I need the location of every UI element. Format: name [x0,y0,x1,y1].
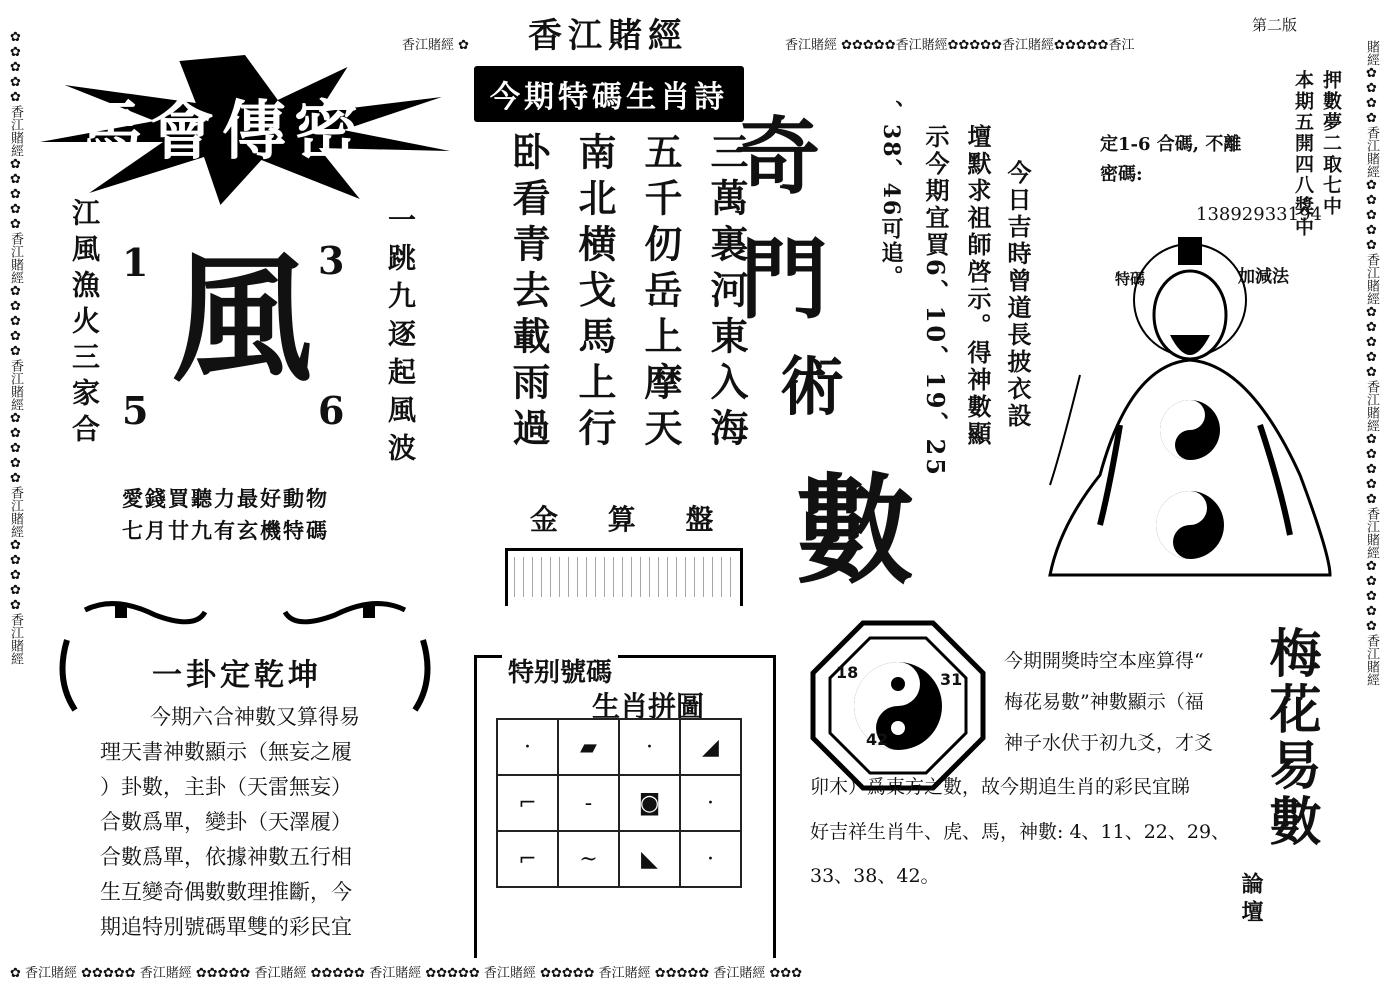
tr-line-3: 定1-6 合碼, 不離 [1100,134,1242,155]
meihua-title: 梅花易數 [1260,626,1321,850]
tr-column-2: 本期五開四八獎中 [1292,70,1314,238]
yigua-line-2: 理天書神數顯示（無妄之履 [100,740,352,764]
grid-cell: · [680,831,741,887]
bagua-number-42: 42 [866,730,889,749]
yigua-line-4: 合數爲單，變卦（天澤履） [100,810,352,834]
poem-column-4: 卧看青去載雨過 [506,132,551,454]
meihua-line-3: 神子水伏于初九爻，才爻 [1004,732,1214,754]
left-border: ✿✿✿✿✿香江賭經✿✿✿✿✿香江賭經✿✿✿✿✿香江賭經✿✿✿✿✿香江賭經✿✿✿✿✿香江賭經 [8,30,23,665]
poem-column-2: 五千仞岳上摩天 [638,132,683,454]
poem-banner: 今期特碼生肖詩 [474,66,744,122]
meihua-line-1: 今期開獎時空本座算得“ [1004,650,1204,672]
bagua-diagram [808,618,988,793]
qimen-char-4: 數 [796,461,915,600]
yigua-title: 一卦定乾坤 [152,658,322,693]
tip-column-4: 、38、46可追。 [878,100,904,290]
grid-cell: · [680,775,741,831]
yigua-line-3: ）卦數，主卦（天雷無妄） [100,775,352,799]
grid-cell: ⌐ [497,775,558,831]
mahui-right-column: 一跳九逐起風波 [384,205,417,471]
grid-cell: ◢ [680,719,741,775]
big-feng-char: 風 [172,238,313,402]
tr-column-1: 押數夢二取七中 [1320,70,1342,217]
bagua-number-31: 31 [940,670,963,689]
tip-column-1: 今日吉時曾道長披衣設 [1003,160,1032,430]
number-6: 6 [318,388,345,433]
abacus-frame [505,548,743,606]
label-tema: 特碼 [1115,270,1146,288]
top-border-right: 香江賭經 ✿✿✿✿✿香江賭經✿✿✿✿✿香江賭經✿✿✿✿✿香江 [785,38,1135,53]
edition-label: 第二版 [1252,16,1298,34]
qimen-char-3: 術 [780,350,844,425]
grid-cell: ⌐ [497,831,558,887]
bottom-border: ✿ 香江賭經 ✿✿✿✿✿ 香江賭經 ✿✿✿✿✿ 香江賭經 ✿✿✿✿✿ 香江賭經 ✿✿✿✿✿ 香江賭經 ✿✿✿✿✿ 香江賭經 ✿✿✿✿✿ 香江賭經 ✿✿✿ [10,966,803,981]
number-3: 3 [318,238,345,283]
tr-line-4: 密碼: [1100,164,1143,185]
meihua-line-6: 33、38、42。 [810,865,940,887]
grid-cell: - [558,775,619,831]
qimen-char-2: 門 [740,227,829,331]
special-title-1: 特别號碼 [502,652,618,689]
masthead-title: 香江賭經 [528,16,688,56]
grid-cell: ~ [558,831,619,887]
taoist-figure-illustration [1040,225,1340,590]
mahui-title: 馬會傳密 [78,94,366,169]
grid-cell: ◙ [619,775,680,831]
number-1: 1 [122,240,149,285]
number-5: 5 [122,388,149,433]
yigua-line-6: 生互變奇偶數數理推斷，今 [100,880,352,904]
meihua-line-5: 好吉祥生肖牛、虎、馬，神數: 4、11、22、29、 [810,821,1231,843]
yigua-line-5: 合數爲單，依據神數五行相 [100,845,352,869]
yigua-line-1: 今期六合神數又算得易 [150,705,360,729]
phone-number: 13892933194 [1196,204,1322,225]
grid-cell: ▰ [558,719,619,775]
top-border-left: 香江賭經 ✿ [402,38,470,53]
meihua-line-4: 卯木）爲東方之數，故今期追生肖的彩民宜睇 [810,776,1191,798]
mahui-left-column: 江風漁火三家合 [68,198,101,450]
right-border: 賭經✿✿✿✿香江賭經✿✿✿✿✿香江賭經✿✿✿✿✿香江賭經✿✿✿✿✿香江賭經✿✿✿✿✿香江賭經 [1364,40,1379,686]
qimen-char-1: 奇 [736,107,821,206]
tip-column-3: 示今期宜買6、10、19、25 [921,124,950,478]
forum-signature: 論壇 [1238,872,1264,928]
yigua-line-7: 期追特別號碼單雙的彩民宜 [100,915,352,939]
special-title-2: 生肖拼圖 [592,690,705,723]
mahui-line1: 愛錢買聽力最好動物 [122,486,329,511]
grid-cell: · [497,719,558,775]
poem-column-1: 三萬裏河東入海 [704,132,749,454]
zodiac-puzzle-grid [496,718,742,888]
bagua-number-18: 18 [836,663,859,682]
grid-cell: · [619,719,680,775]
mahui-line2: 七月廿九有玄機特碼 [122,518,329,543]
meihua-line-2: 梅花易數”神數顯示（福 [1004,691,1204,713]
calc-title: 金 算 盤 [530,503,734,536]
poem-column-3: 南北横戈馬上行 [572,132,617,454]
tip-column-2: 壇默求祖師啓示。得神數顯 [963,124,992,448]
label-jiajianfa: 加減法 [1238,267,1289,287]
grid-cell: ◣ [619,831,680,887]
